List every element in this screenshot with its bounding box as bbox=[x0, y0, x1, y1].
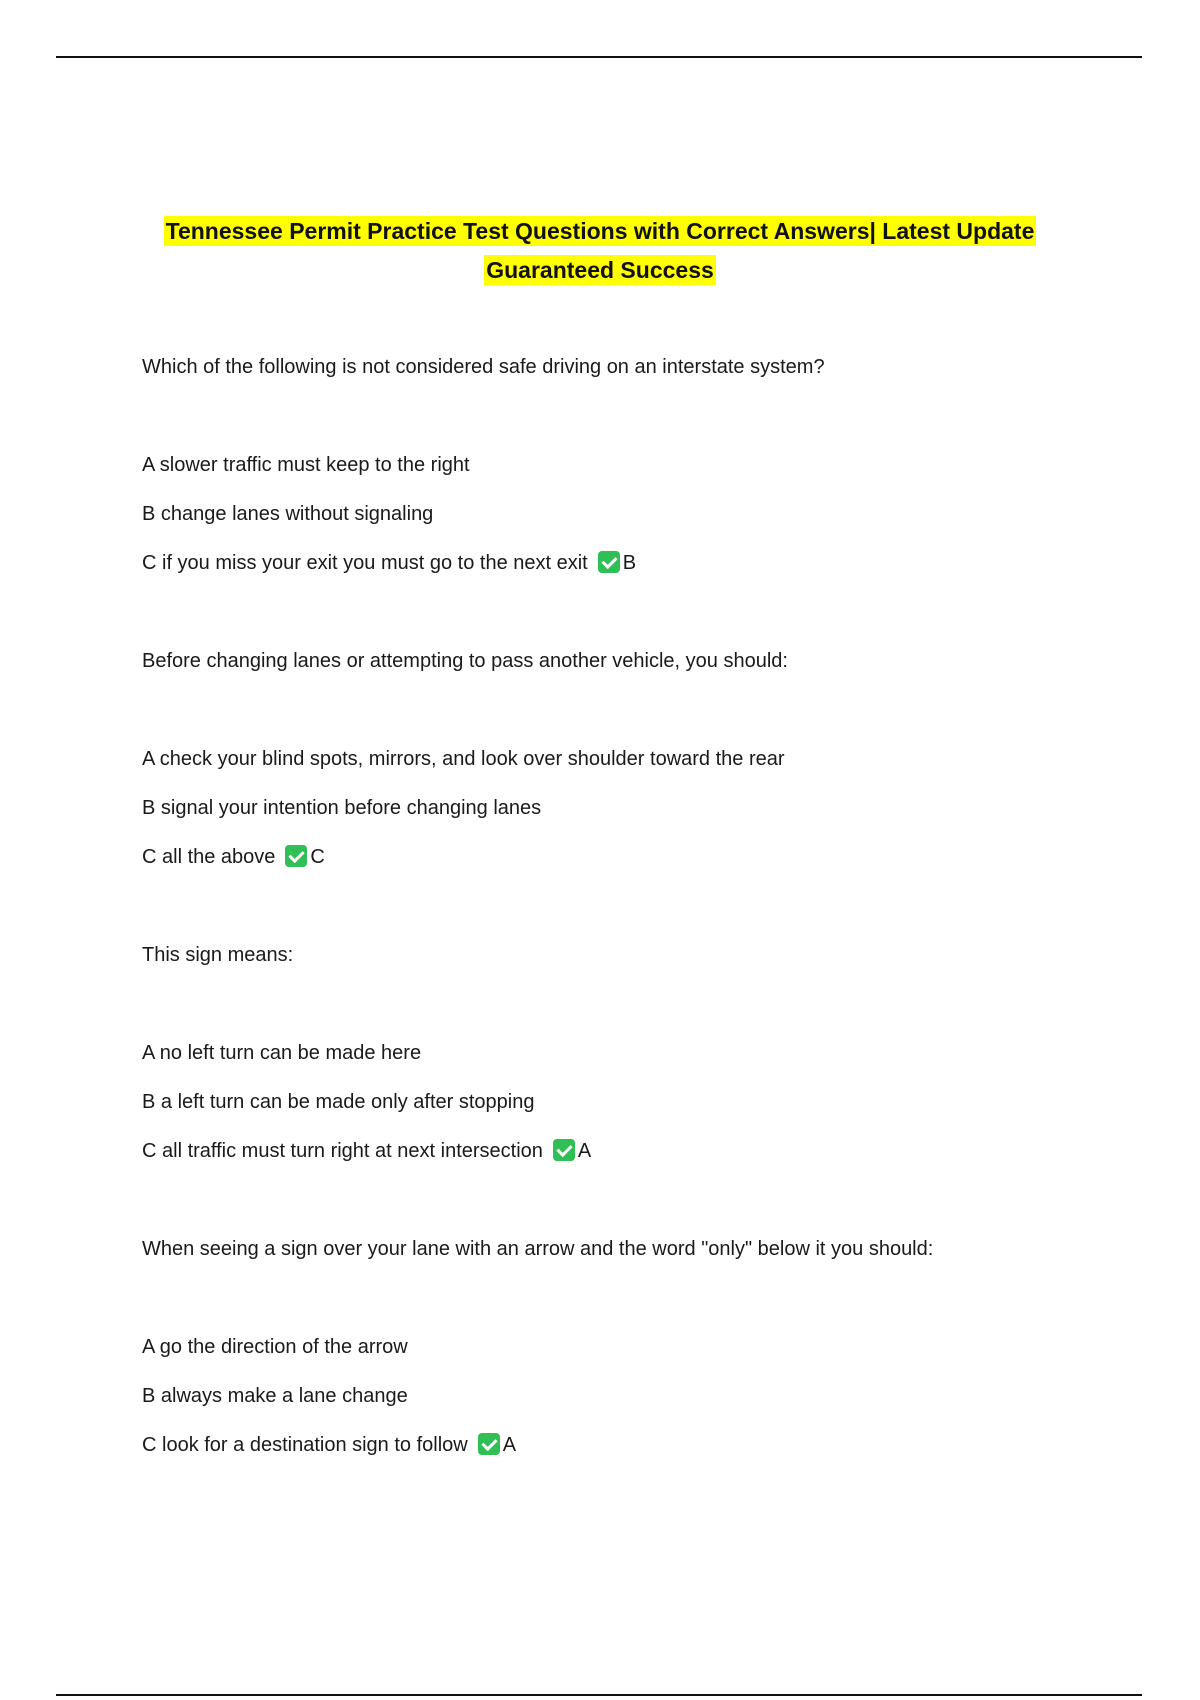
option-a: A go the direction of the arrow bbox=[142, 1336, 408, 1358]
option-c-text: C all traffic must turn right at next intersection bbox=[142, 1140, 543, 1162]
question-text: When seeing a sign over your lane with an arrow and the word "only" below it you should: bbox=[142, 1238, 934, 1260]
option-a: A check your blind spots, mirrors, and look over shoulder toward the rear bbox=[142, 748, 785, 770]
question-block-2 bbox=[142, 648, 1102, 870]
title-line-2: Guaranteed Success bbox=[486, 257, 714, 283]
option-c bbox=[142, 844, 1102, 870]
option-c bbox=[142, 1432, 1102, 1458]
title-line-1: Tennessee Permit Practice Test Questions with Correct Answers| Latest Update bbox=[165, 218, 1035, 244]
question-block-3 bbox=[142, 942, 1102, 1164]
option-a: A slower traffic must keep to the right bbox=[142, 454, 470, 476]
top-rule bbox=[56, 56, 1142, 58]
option-c-text: C look for a destination sign to follow bbox=[142, 1434, 468, 1456]
correct-answer: C bbox=[310, 846, 325, 868]
bottom-rule bbox=[56, 1694, 1142, 1696]
correct-answer: B bbox=[622, 552, 637, 574]
questions-list bbox=[142, 354, 1102, 1458]
option-c bbox=[142, 550, 1102, 576]
option-c bbox=[142, 1138, 1102, 1164]
option-c-text: C all the above bbox=[142, 846, 276, 868]
question-text: Which of the following is not considered safe driving on an interstate system? bbox=[142, 356, 825, 378]
option-b: B a left turn can be made only after stopping bbox=[142, 1091, 535, 1113]
document-title bbox=[120, 212, 1080, 290]
option-b: B always make a lane change bbox=[142, 1385, 408, 1407]
correct-answer: A bbox=[502, 1434, 517, 1456]
check-mark-icon bbox=[553, 1139, 575, 1161]
option-b: B change lanes without signaling bbox=[142, 503, 434, 525]
check-mark-icon bbox=[285, 845, 307, 867]
check-mark-icon bbox=[598, 551, 620, 573]
option-a: A no left turn can be made here bbox=[142, 1042, 422, 1064]
check-mark-icon bbox=[478, 1433, 500, 1455]
question-block-1 bbox=[142, 354, 1102, 576]
option-c-text: C if you miss your exit you must go to the next exit bbox=[142, 552, 588, 574]
question-block-4 bbox=[142, 1236, 1102, 1458]
question-text: This sign means: bbox=[142, 944, 294, 966]
option-b: B signal your intention before changing lanes bbox=[142, 797, 542, 819]
correct-answer: A bbox=[577, 1140, 592, 1162]
question-text: Before changing lanes or attempting to pass another vehicle, you should: bbox=[142, 650, 788, 672]
